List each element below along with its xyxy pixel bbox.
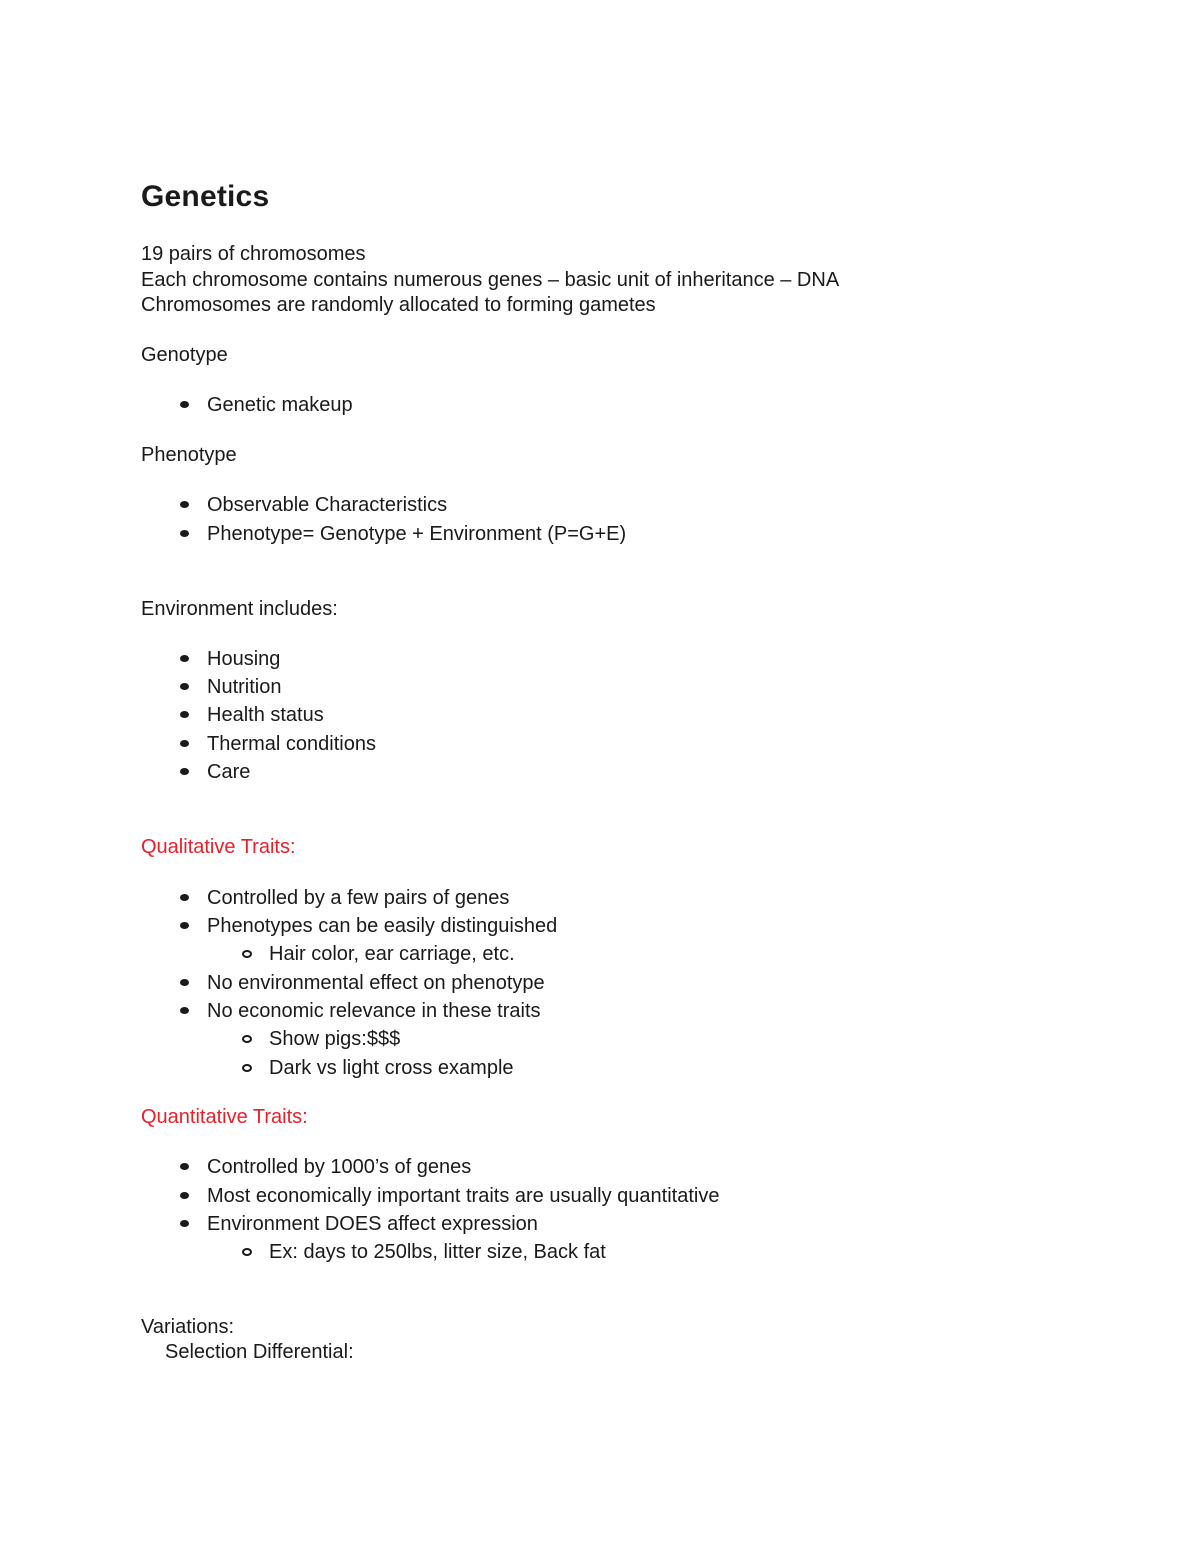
list-item: No environmental effect on phenotype xyxy=(207,972,545,994)
phenotype-heading: Phenotype xyxy=(141,444,237,466)
list-item: Care xyxy=(207,761,251,783)
bullet-icon xyxy=(180,1007,189,1014)
list-item: Environment DOES affect expression xyxy=(207,1213,538,1235)
bullet-icon xyxy=(180,768,189,775)
sub-bullet-icon xyxy=(242,1035,252,1043)
list-item: Observable Characteristics xyxy=(207,494,448,516)
sub-bullet-icon xyxy=(242,1248,252,1256)
list-item: Most economically important traits are usually quantitative xyxy=(207,1185,720,1207)
list-item: Health status xyxy=(207,704,324,726)
sub-list-item: Ex: days to 250lbs, litter size, Back fat xyxy=(269,1241,606,1263)
list-item: Controlled by 1000’s of genes xyxy=(207,1156,472,1178)
bullet-icon xyxy=(180,401,189,408)
sub-list-item: Hair color, ear carriage, etc. xyxy=(269,943,515,965)
list-item: Controlled by a few pairs of genes xyxy=(207,887,510,909)
list-item: Thermal conditions xyxy=(207,733,376,755)
environment-heading: Environment includes: xyxy=(141,598,338,620)
list-item: Phenotype= Genotype + Environment (P=G+E) xyxy=(207,523,627,545)
bullet-icon xyxy=(180,655,189,662)
bullet-icon xyxy=(180,711,189,718)
list-item: Nutrition xyxy=(207,676,282,698)
quantitative-heading: Quantitative Traits: xyxy=(141,1106,308,1128)
list-item: No economic relevance in these traits xyxy=(207,1000,541,1022)
bullet-icon xyxy=(180,530,189,537)
bullet-icon xyxy=(180,979,189,986)
intro-line-2: Each chromosome contains numerous genes – basic unit of inheritance – DNA xyxy=(141,269,840,291)
list-item: Genetic makeup xyxy=(207,394,353,416)
sub-bullet-icon xyxy=(242,1064,252,1072)
bullet-icon xyxy=(180,922,189,929)
intro-line-3: Chromosomes are randomly allocated to forming gametes xyxy=(141,294,656,316)
list-item: Phenotypes can be easily distinguished xyxy=(207,915,558,937)
sub-list-item: Dark vs light cross example xyxy=(269,1057,514,1079)
qualitative-heading: Qualitative Traits: xyxy=(141,836,296,858)
variations-heading: Variations: xyxy=(141,1316,235,1338)
bullet-icon xyxy=(180,894,189,901)
bullet-icon xyxy=(180,683,189,690)
sub-bullet-icon xyxy=(242,950,252,958)
selection-differential-label: Selection Differential: xyxy=(165,1341,354,1363)
bullet-icon xyxy=(180,501,189,508)
list-item: Housing xyxy=(207,648,281,670)
genotype-heading: Genotype xyxy=(141,344,228,366)
intro-line-1: 19 pairs of chromosomes xyxy=(141,243,366,265)
page-title: Genetics xyxy=(141,180,270,213)
bullet-icon xyxy=(180,740,189,747)
bullet-icon xyxy=(180,1192,189,1199)
bullet-icon xyxy=(180,1220,189,1227)
sub-list-item: Show pigs:$$$ xyxy=(269,1028,401,1050)
bullet-icon xyxy=(180,1163,189,1170)
